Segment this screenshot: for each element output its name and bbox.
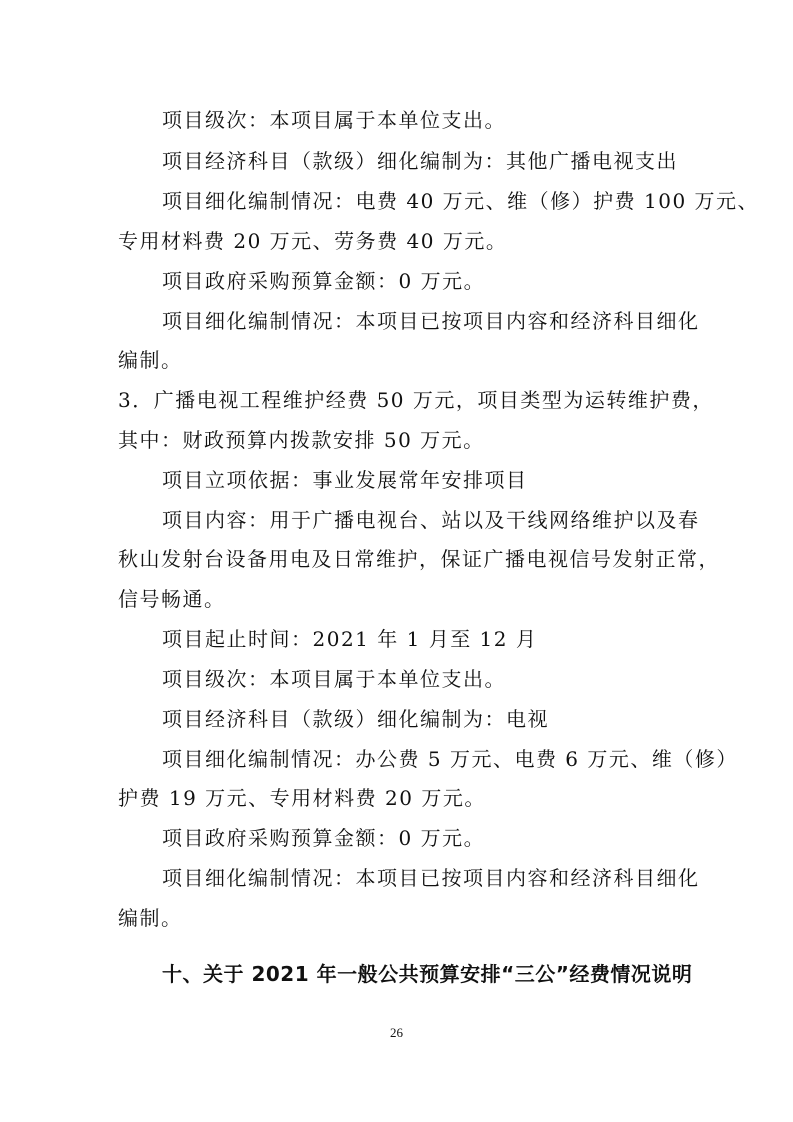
paragraph-line: 项目级次：本项目属于本单位支出。 [162, 667, 506, 691]
paragraph-line: 专用材料费 20 万元、劳务费 40 万元。 [118, 229, 508, 253]
paragraph-line: 其中：财政预算内拨款安排 50 万元。 [118, 428, 485, 452]
paragraph-line: 秋山发射台设备用电及日常维护，保证广播电视信号发射正常， [118, 547, 720, 571]
paragraph-line: 项目经济科目（款级）细化编制为：其他广播电视支出 [162, 149, 678, 173]
paragraph-line: 护费 19 万元、专用材料费 20 万元。 [118, 786, 486, 810]
paragraph-line: 项目经济科目（款级）细化编制为：电视 [162, 707, 549, 731]
paragraph-line: 3．广播电视工程维护经费 50 万元，项目类型为运转维护费， [118, 388, 714, 412]
paragraph-line: 项目级次：本项目属于本单位支出。 [162, 108, 506, 132]
paragraph-line: 项目政府采购预算金额：0 万元。 [162, 269, 486, 293]
paragraph-line: 项目细化编制情况：本项目已按项目内容和经济科目细化 [162, 309, 700, 333]
paragraph-line: 项目立项依据：事业发展常年安排项目 [162, 468, 528, 492]
paragraph-line: 编制。 [118, 906, 183, 930]
section-heading: 十、关于 2021 年一般公共预算安排“三公”经费情况说明 [162, 962, 693, 986]
paragraph-line: 项目政府采购预算金额：0 万元。 [162, 826, 486, 850]
paragraph-line: 项目细化编制情况：电费 40 万元、维（修）护费 100 万元、 [162, 189, 760, 213]
paragraph-line: 项目细化编制情况：办公费 5 万元、电费 6 万元、维（修） [162, 747, 738, 771]
paragraph-line: 项目细化编制情况：本项目已按项目内容和经济科目细化 [162, 866, 700, 890]
page-number: 26 [390, 1025, 403, 1040]
paragraph-line: 项目起止时间：2021 年 1 月至 12 月 [162, 627, 538, 651]
paragraph-line: 编制。 [118, 348, 183, 372]
paragraph-line: 信号畅通。 [118, 587, 226, 611]
paragraph-line: 项目内容：用于广播电视台、站以及干线网络维护以及春 [162, 508, 700, 532]
